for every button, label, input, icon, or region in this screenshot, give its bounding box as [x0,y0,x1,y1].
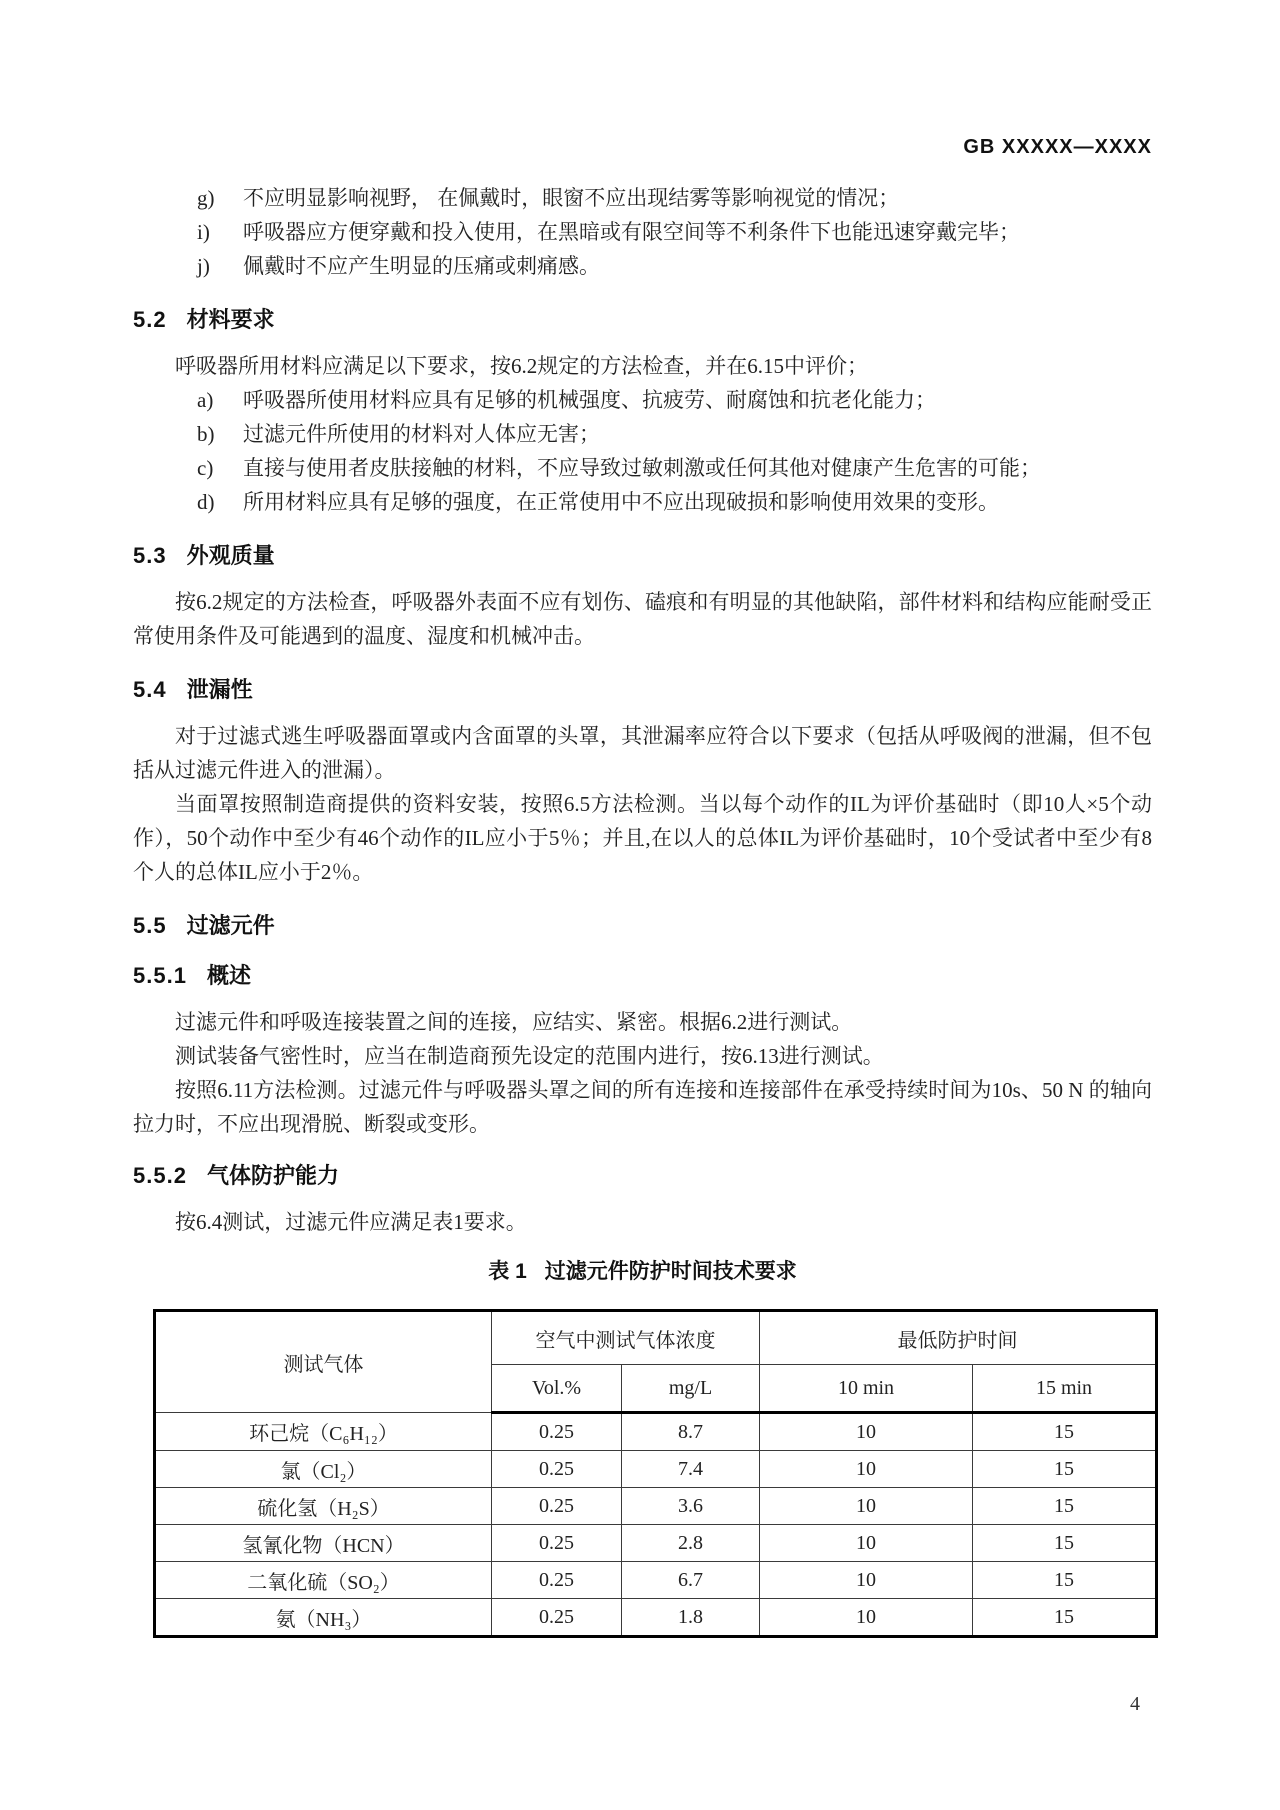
column-header-gas: 测试气体 [155,1311,492,1413]
gas-name-cell: 硫化氢（H₂S） [155,1488,492,1525]
list-item [133,417,1152,451]
list-item-label: a) [197,388,214,412]
table-row [155,1488,1157,1525]
subheader-vol: Vol.% [492,1365,622,1413]
clause-heading-5-4 [133,675,1152,705]
list-item [133,451,1152,485]
time10-cell: 10 [760,1488,973,1525]
time10-cell: 10 [760,1451,973,1488]
time10-cell: 10 [760,1599,973,1637]
materials-lettered-list [133,383,1152,519]
mgl-cell: 1.8 [622,1599,760,1637]
paragraph: 对于过滤式逃生呼吸器面罩或内含面罩的头罩，其泄漏率应符合以下要求（包括从呼吸阀的泄漏，但不包括从过滤元件进入的泄漏）。 [133,724,1152,782]
table-row [155,1599,1157,1637]
clause-title: 泄漏性 [186,677,253,702]
table-header-row [155,1311,1157,1365]
table-row [155,1451,1157,1488]
clause-title: 材料要求 [186,307,275,332]
time15-cell: 15 [973,1488,1157,1525]
list-item-text: 直接与使用者皮肤接触的材料，不应导致过敏刺激或任何其他对健康产生危害的可能； [243,456,1041,480]
list-item-label: g) [197,186,215,210]
clause-heading-5-3 [133,541,1152,571]
list-item-text: 过滤元件所使用的材料对人体应无害； [243,422,600,446]
list-item-label: i) [197,220,210,244]
list-item-text: 佩戴时不应产生明显的压痛或刺痛感。 [243,254,600,278]
list-item-text: 呼吸器应方便穿戴和投入使用，在黑暗或有限空间等不利条件下也能迅速穿戴完毕； [243,220,1020,244]
vol-cell: 0.25 [492,1599,622,1637]
table-row [155,1525,1157,1562]
clause-number: 5.3 [133,543,167,568]
column-header-min-time: 最低防护时间 [760,1311,1157,1365]
list-item-text: 呼吸器所使用材料应具有足够的机械强度、抗疲劳、耐腐蚀和抗老化能力； [243,388,936,412]
table-caption-label: 表 1 [488,1260,527,1283]
clause-number: 5.4 [133,677,167,702]
clause-title: 外观质量 [186,543,275,568]
paragraph: 呼吸器所用材料应满足以下要求，按6.2规定的方法检查，并在6.15中评价； [175,354,868,378]
list-item [133,485,1152,519]
clause-heading-5-5-2 [133,1161,1152,1191]
list-item-label: d) [197,490,215,514]
time10-cell: 10 [760,1562,973,1599]
list-item-label: j) [197,254,210,278]
clause-heading-5-5-1 [133,961,1152,991]
clause-title: 过滤元件 [186,913,275,938]
table-row [155,1562,1157,1599]
list-item-text: 不应明显影响视野， 在佩戴时，眼窗不应出现结雾等影响视觉的情况； [243,186,900,210]
subheader-10min: 10 min [760,1365,973,1413]
clause-heading-5-2 [133,305,1152,335]
list-item-label: b) [197,422,215,446]
clause-title: 气体防护能力 [206,1163,339,1188]
list-item-label: c) [197,456,214,480]
protection-time-table [153,1309,1158,1638]
list-item-text: 所用材料应具有足够的强度，在正常使用中不应出现破损和影响使用效果的变形。 [243,490,999,514]
time15-cell: 15 [973,1599,1157,1637]
clause-number: 5.2 [133,307,167,332]
clause-title: 概述 [206,963,251,988]
gas-name-cell: 二氧化硫（SO₂） [155,1562,492,1599]
list-item [133,181,1152,215]
table-row [155,1413,1157,1451]
page-number: 4 [1130,1693,1140,1715]
subheader-15min: 15 min [973,1365,1157,1413]
table-caption-title: 过滤元件防护时间技术要求 [544,1260,797,1283]
time10-cell: 10 [760,1413,973,1451]
clause-number: 5.5.2 [133,1163,187,1188]
clause-heading-5-5 [133,911,1152,941]
page-content [133,0,1152,1638]
column-header-concentration: 空气中测试气体浓度 [492,1311,760,1365]
time15-cell: 15 [973,1451,1157,1488]
paragraph: 按6.2规定的方法检查，呼吸器外表面不应有划伤、磕痕和有明显的其他缺陷，部件材料和结构应能耐受正常使用条件及可能遇到的温度、湿度和机械冲击。 [133,590,1152,648]
document-code-header: GB XXXXX—XXXX [963,136,1152,158]
clause-number: 5.5.1 [133,963,187,988]
time15-cell: 15 [973,1562,1157,1599]
vol-cell: 0.25 [492,1451,622,1488]
mgl-cell: 7.4 [622,1451,760,1488]
vol-cell: 0.25 [492,1525,622,1562]
mgl-cell: 2.8 [622,1525,760,1562]
vol-cell: 0.25 [492,1562,622,1599]
paragraph: 测试装备气密性时，应当在制造商预先设定的范围内进行，按6.13进行测试。 [175,1044,884,1068]
gas-name-cell: 氨（NH₃） [155,1599,492,1637]
table-1-caption [133,1257,1152,1287]
list-item [133,383,1152,417]
paragraph: 按照6.11方法检测。过滤元件与呼吸器头罩之间的所有连接和连接部件在承受持续时间为10s、50 N 的轴向拉力时，不应出现滑脱、断裂或变形。 [133,1078,1152,1136]
mgl-cell: 6.7 [622,1562,760,1599]
list-item [133,249,1152,283]
subheader-mgl: mg/L [622,1365,760,1413]
mgl-cell: 3.6 [622,1488,760,1525]
paragraph: 按6.4测试，过滤元件应满足表1要求。 [175,1210,527,1234]
mgl-cell: 8.7 [622,1413,760,1451]
time15-cell: 15 [973,1525,1157,1562]
vol-cell: 0.25 [492,1413,622,1451]
clause-number: 5.5 [133,913,167,938]
gas-name-cell: 氢氰化物（HCN） [155,1525,492,1562]
vol-cell: 0.25 [492,1488,622,1525]
gas-name-cell: 环己烷（C₆H₁₂） [155,1413,492,1451]
paragraph: 过滤元件和呼吸连接装置之间的连接，应结实、紧密。根据6.2进行测试。 [175,1010,853,1034]
paragraph: 当面罩按照制造商提供的资料安装，按照6.5方法检测。当以每个动作的IL为评价基础时（即10人×5个动作），50个动作中至少有46个动作的IL应小于5％；并且,在以人的总体IL为评价基础时，10个受试者中至少有8个人的总体IL应小于2％。 [133,792,1152,884]
gas-name-cell: 氯（Cl₂） [155,1451,492,1488]
time10-cell: 10 [760,1525,973,1562]
list-item [133,215,1152,249]
intro-lettered-list [133,181,1152,283]
time15-cell: 15 [973,1413,1157,1451]
